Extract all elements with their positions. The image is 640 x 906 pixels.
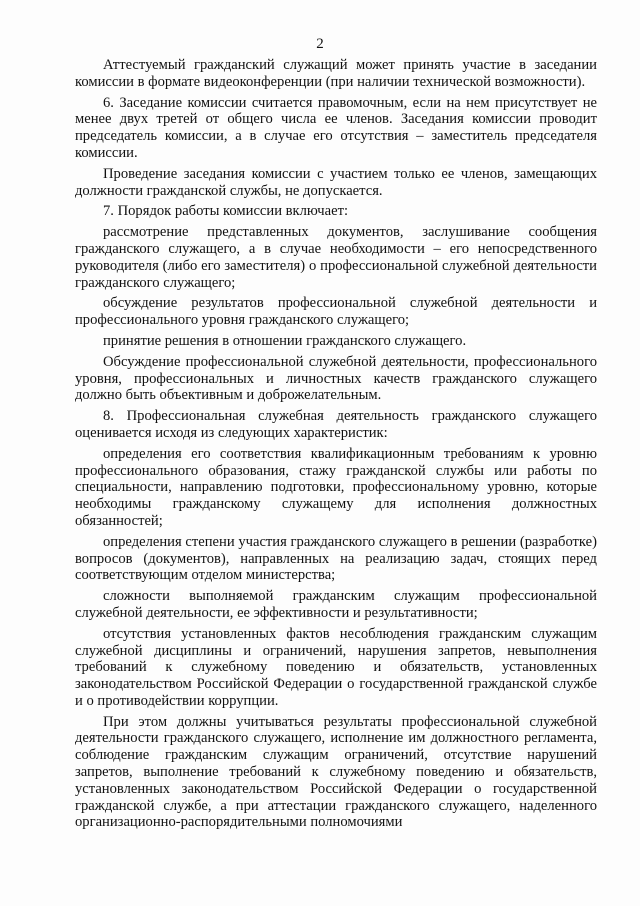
page-number: 2 (316, 36, 324, 52)
paragraph-procedure-review: рассмотрение представленных документов, заслушивание сообщения гражданского служащего, а в случае необходимости – его непосредственного руководителя (либо его заместителя) о профессиональной служебной деятельности гражданского служащего; (75, 224, 597, 291)
paragraph-procedure-heading: 7. Порядок работы комиссии включает: (103, 203, 349, 220)
paragraph-discussion-objective: Обсуждение профессиональной служебной деятельности, профессионального уровня, профессиональных и личностных качеств гражданского служащего должно быть объективным и доброжелательным. (75, 353, 597, 404)
document-body (75, 57, 597, 835)
paragraph-procedure-decision: принятие решения в отношении гражданского служащего. (103, 332, 467, 349)
paragraph-video-conference: Аттестуемый гражданский служащий может принять участие в заседании комиссии в формате видеоконференции (при наличии технической возможности). (75, 57, 597, 90)
paragraph-evaluation-qualification: определения его соответствия квалификационным требованиям к уровню профессионального образования, стажу гражданской службы или работы по специальности, направлению подготовки, профессиональному уровню, которые необходимы гражданскому служащему для исполнения должностных обязанностей; (75, 445, 597, 529)
paragraph-evaluation-discipline: отсутствия установленных фактов несоблюдения гражданским служащим служебной дисциплины и ограничений, нарушения запретов, невыполнения требований к служебному поведению и обязательств, установленных законодательством Российской Федерации о государственной гражданской службе и о противодействии коррупции. (75, 625, 597, 709)
paragraph-evaluation-participation: определения степени участия гражданского служащего в решении (разработке) вопросов (документов), направленных на реализацию задач, стоящих перед соответствующим отделом министерства; (75, 533, 597, 584)
paragraph-evaluation-heading: 8. Профессиональная служебная деятельность гражданского служащего оценивается исходя из следующих характеристик: (75, 408, 597, 441)
paragraph-procedure-discussion: обсуждение результатов профессиональной служебной деятельности и профессионального уровня гражданского служащего; (75, 295, 597, 329)
paragraph-results-considered: При этом должны учитываться результаты профессиональной служебной деятельности гражданского служащего, исполнение им должностного регламента, соблюдение гражданским служащим ограничений, отсутствие нарушений запретов, выполнение требований к служебному поведению и обязательств, установленных законодательством Российской Федерации о государственной гражданской службе, а при аттестации гражданского служащего, наделенного организационно-распорядительными полномочиями (75, 713, 597, 831)
paragraph-quorum: 6. Заседание комиссии считается правомочным, если на нем присутствует не менее двух третей от общего числа ее членов. Заседания комиссии проводит председатель комиссии, а в случае его отсутствия – заместитель председателя комиссии. (75, 94, 597, 161)
paragraph-members-only: Проведение заседания комиссии с участием только ее членов, замещающих должности гражданской службы, не допускается. (75, 165, 597, 199)
paragraph-evaluation-complexity: сложности выполняемой гражданским служащим профессиональной служебной деятельности, ее эффективности и результативности; (75, 588, 597, 621)
